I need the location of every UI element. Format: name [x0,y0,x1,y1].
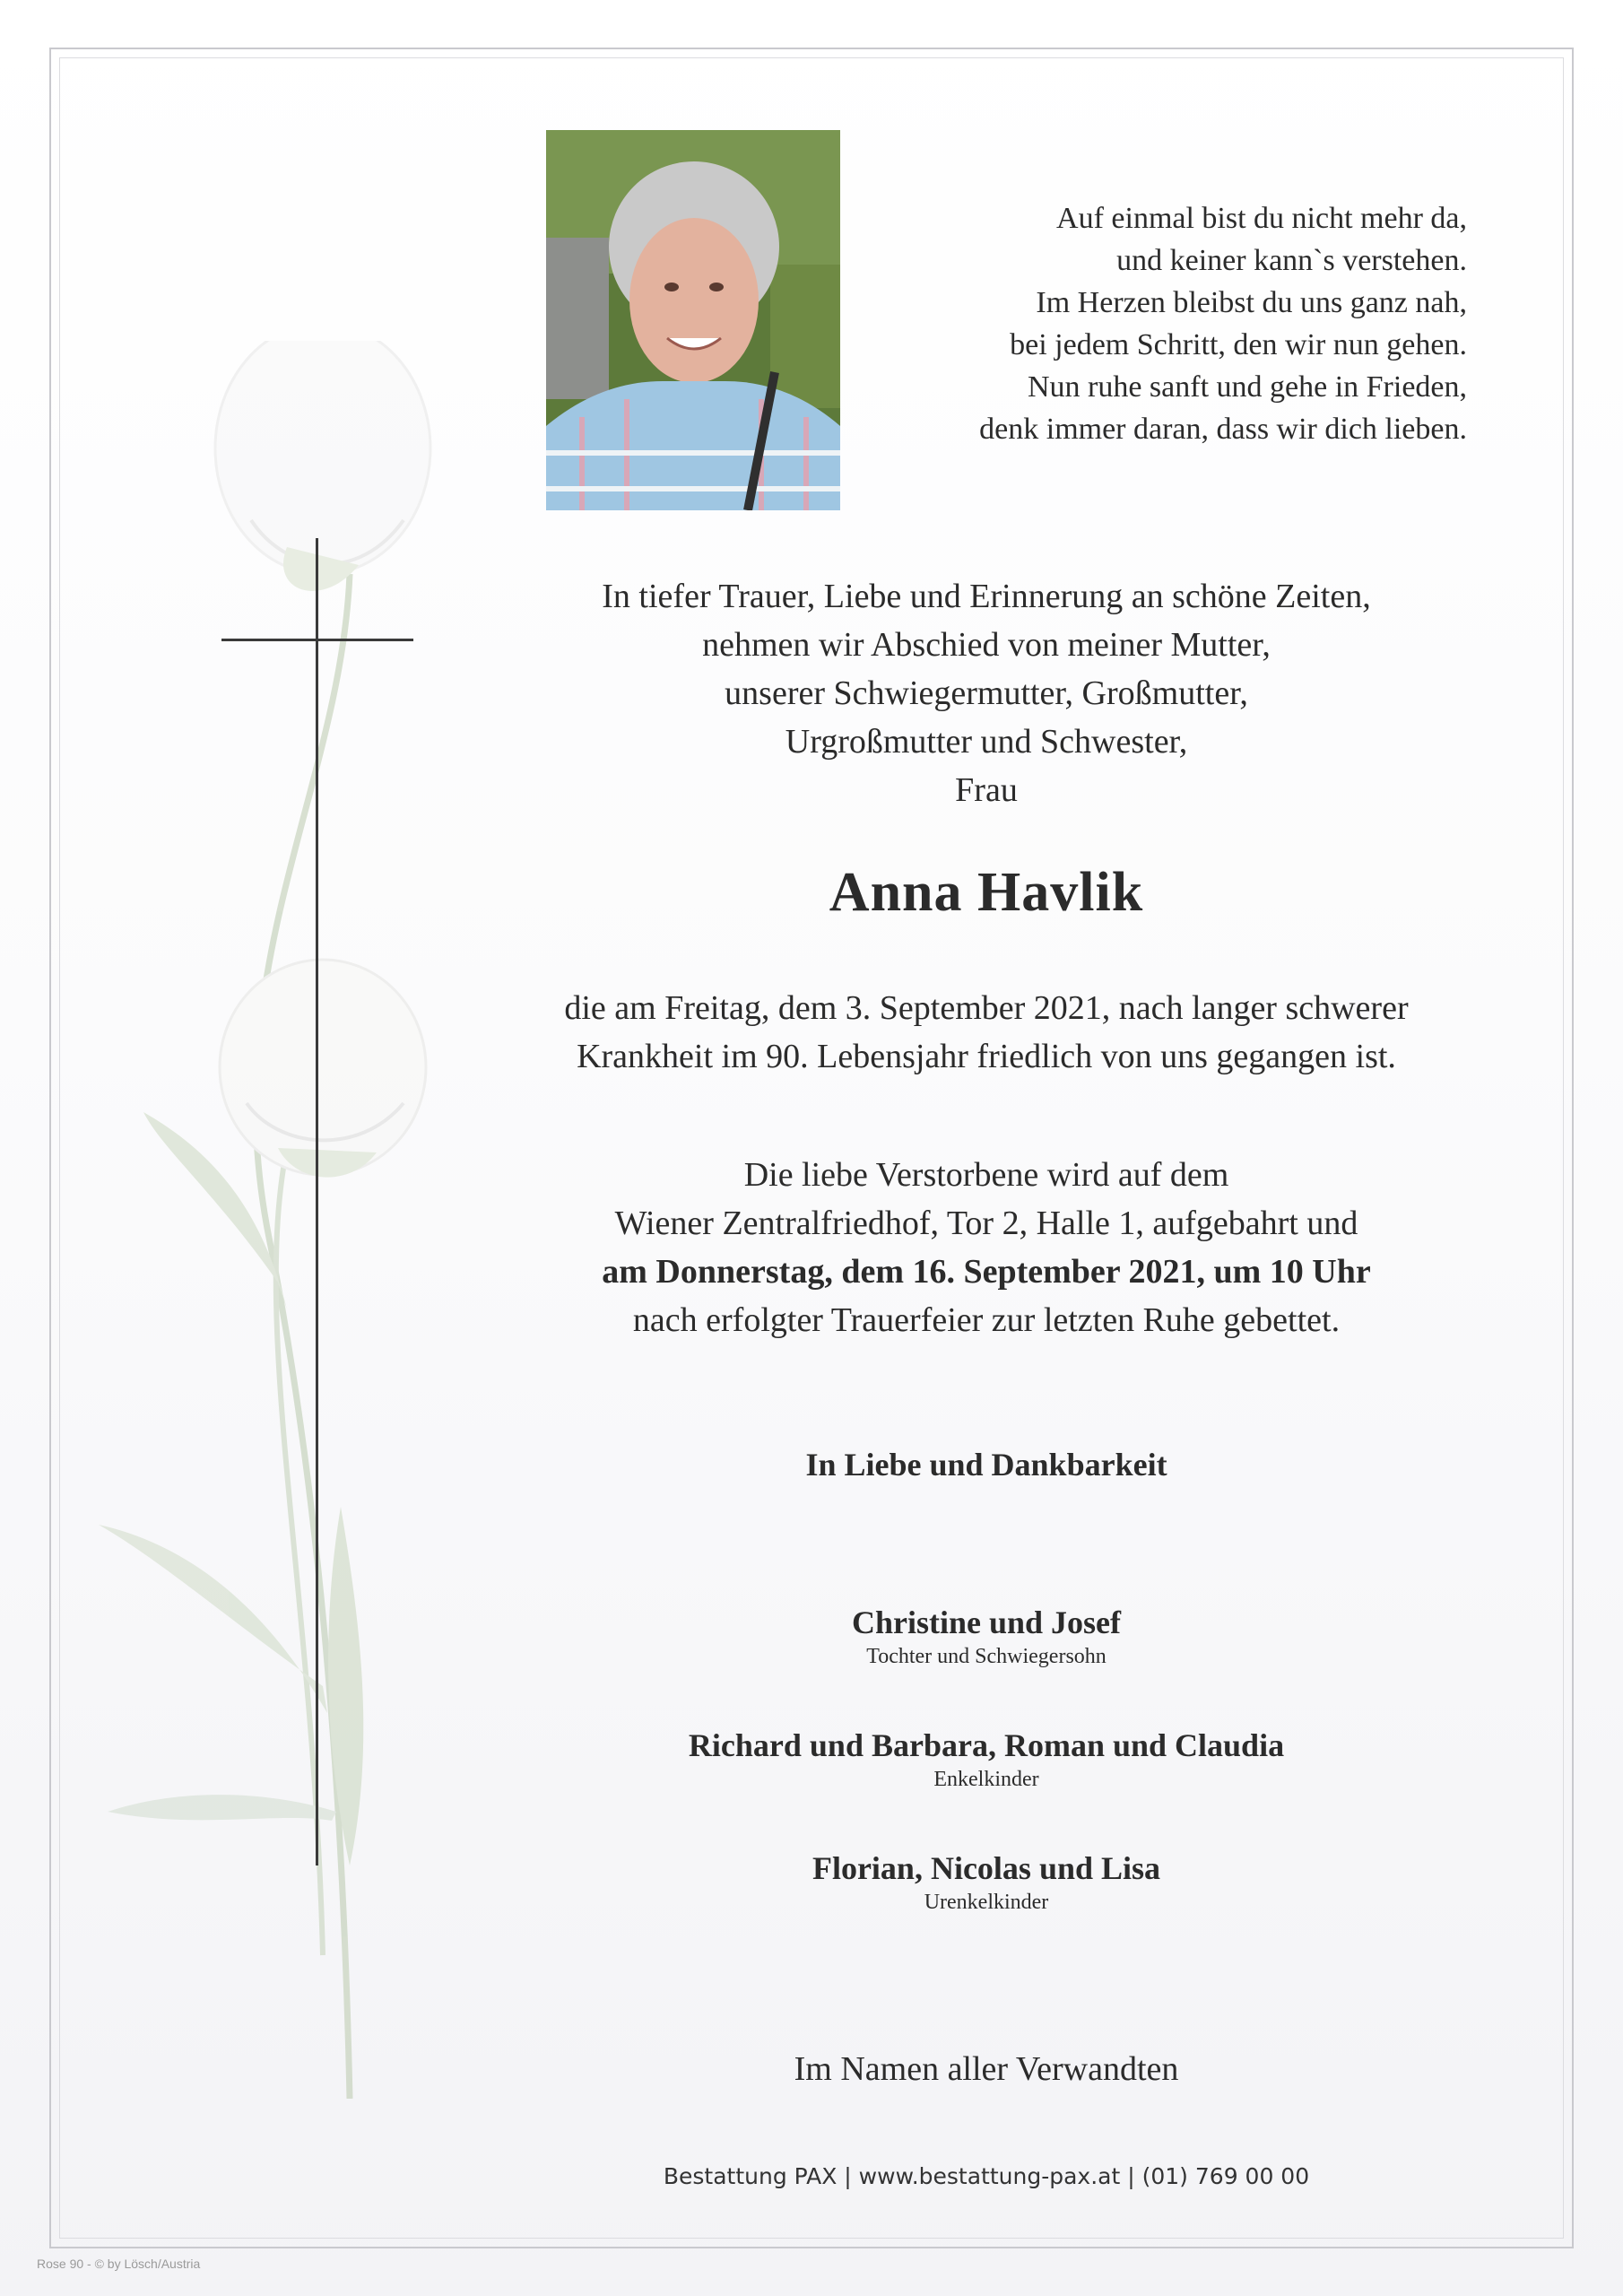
closing-line: Im Namen aller Verwandten [794,2050,1179,2088]
funeral-date: am Donnerstag, dem 16. September 2021, um 10 Uhr [602,1253,1371,1291]
intro-text [448,572,1524,814]
poem-line: Auf einmal bist du nicht mehr da, [1056,202,1467,235]
poem-line: bei jedem Schritt, den wir nun gehen. [1010,328,1467,361]
poem-line: Im Herzen bleibst du uns ganz nah, [1036,286,1467,319]
funeral-line: Wiener Zentralfriedhof, Tor 2, Halle 1, aufgebahrt und [614,1205,1358,1242]
death-notice [448,984,1524,1081]
family-relation: Enkelkinder [933,1768,1039,1791]
thanks-heading: In Liebe und Dankbarkeit [805,1447,1167,1483]
poem-line: und keiner kann`s verstehen. [1116,244,1467,277]
death-line: Krankheit im 90. Lebensjahr friedlich von uns gegangen ist. [577,1038,1396,1075]
family-names: Christine und Josef [851,1605,1122,1640]
family-names: Florian, Nicolas und Lisa [812,1850,1161,1886]
funeral-info [448,1151,1524,1344]
family-group [448,1602,1524,1670]
family-group [448,1725,1524,1793]
intro-line: Frau [955,771,1018,809]
intro-line: unserer Schwiegermutter, Großmutter, [725,674,1248,712]
family-group [448,1848,1524,1916]
poem-line: denk immer daran, dass wir dich lieben. [979,413,1467,446]
intro-line: Urgroßmutter und Schwester, [785,723,1188,761]
family-relation: Urenkelkinder [924,1891,1049,1914]
deceased-name: Anna Havlik [829,862,1144,923]
poem [897,197,1467,450]
funeral-line: Die liebe Verstorbene wird auf dem [743,1156,1229,1194]
funeral-home-footer: Bestattung PAX | www.bestattung-pax.at | (01) 769 00 00 [663,2163,1310,2189]
funeral-line: nach erfolgter Trauerfeier zur letzten Ruhe gebettet. [632,1301,1341,1339]
intro-line: In tiefer Trauer, Liebe und Erinnerung an schöne Zeiten, [602,578,1371,615]
poem-line: Nun ruhe sanft und gehe in Frieden, [1027,370,1467,404]
intro-line: nehmen wir Abschied von meiner Mutter, [702,626,1271,664]
death-line: die am Freitag, dem 3. September 2021, nach langer schwerer [564,989,1409,1027]
family-relation: Tochter und Schwiegersohn [866,1645,1107,1668]
portrait-photo [546,130,840,510]
cross-icon [316,538,318,1866]
cross-icon-bar [221,639,413,641]
family-names: Richard und Barbara, Roman und Claudia [688,1727,1285,1763]
image-credit: Rose 90 - © by Lösch/Austria [37,2257,201,2271]
